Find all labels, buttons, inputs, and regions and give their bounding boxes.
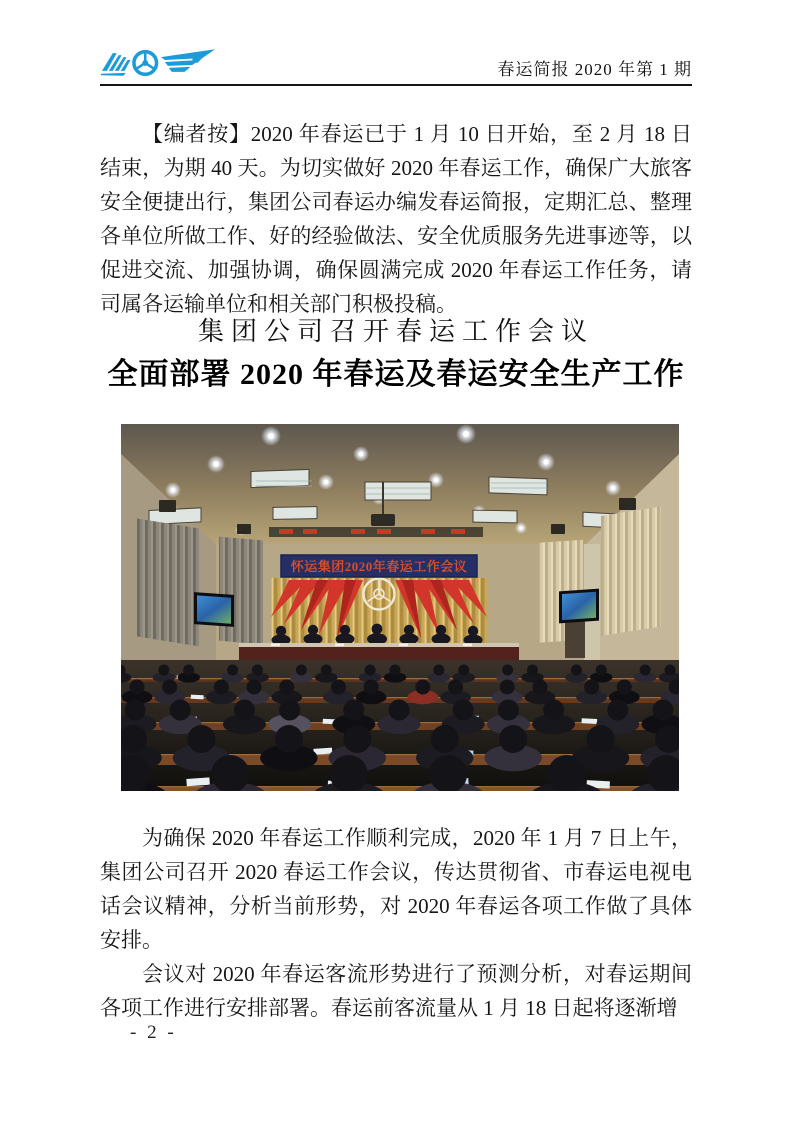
issue-label: 春运简报 2020 年第 1 期 (497, 60, 692, 79)
transport-group-logo-icon (100, 44, 218, 80)
meeting-banner (281, 555, 477, 577)
article-title-line2: 全面部署 2020 年春运及春运安全生产工作 (107, 358, 685, 391)
body-paragraph-1: 为确保 2020 年春运工作顺利完成，2020 年 1 月 7 日上午，集团公司召开 2020 春运工作会议，传达贯彻省、市春运电视电话会议精神，分析当前形势，对 2020 年春运各项工作做了具体安排。 (100, 826, 692, 952)
photo-head-table (239, 624, 519, 662)
photo-audience (121, 660, 679, 791)
meeting-photo (121, 424, 679, 791)
banner-text: 怀运集团2020年春运工作会议 (290, 559, 468, 574)
page-number: - 2 - (130, 1022, 177, 1043)
body-paragraph-2: 会议对 2020 年春运客流形势进行了预测分析，对春运期间各项工作进行安排部署。春运前客流量从 1 月 18 日起将逐渐增 (100, 962, 692, 1020)
article-title-line1: 集团公司召开春运工作会议 (197, 317, 594, 346)
page-header (100, 38, 692, 86)
editor-note: 【编者按】2020 年春运已于 1 月 10 日开始，至 2 月 18 日结束，为期 40 天。为切实做好 2020 年春运工作，确保广大旅客安全便捷出行，集团公司春运办编发春运简报，定期汇总、整理各单位所做工作、好的经验做法、安全优质服务先进事迹等，以促进交流、加强协调，确保圆满完成 2020 年春运工作任务，请司属各运输单位和相关部门积极投稿。 (100, 122, 692, 316)
photo-ceiling (121, 424, 679, 544)
